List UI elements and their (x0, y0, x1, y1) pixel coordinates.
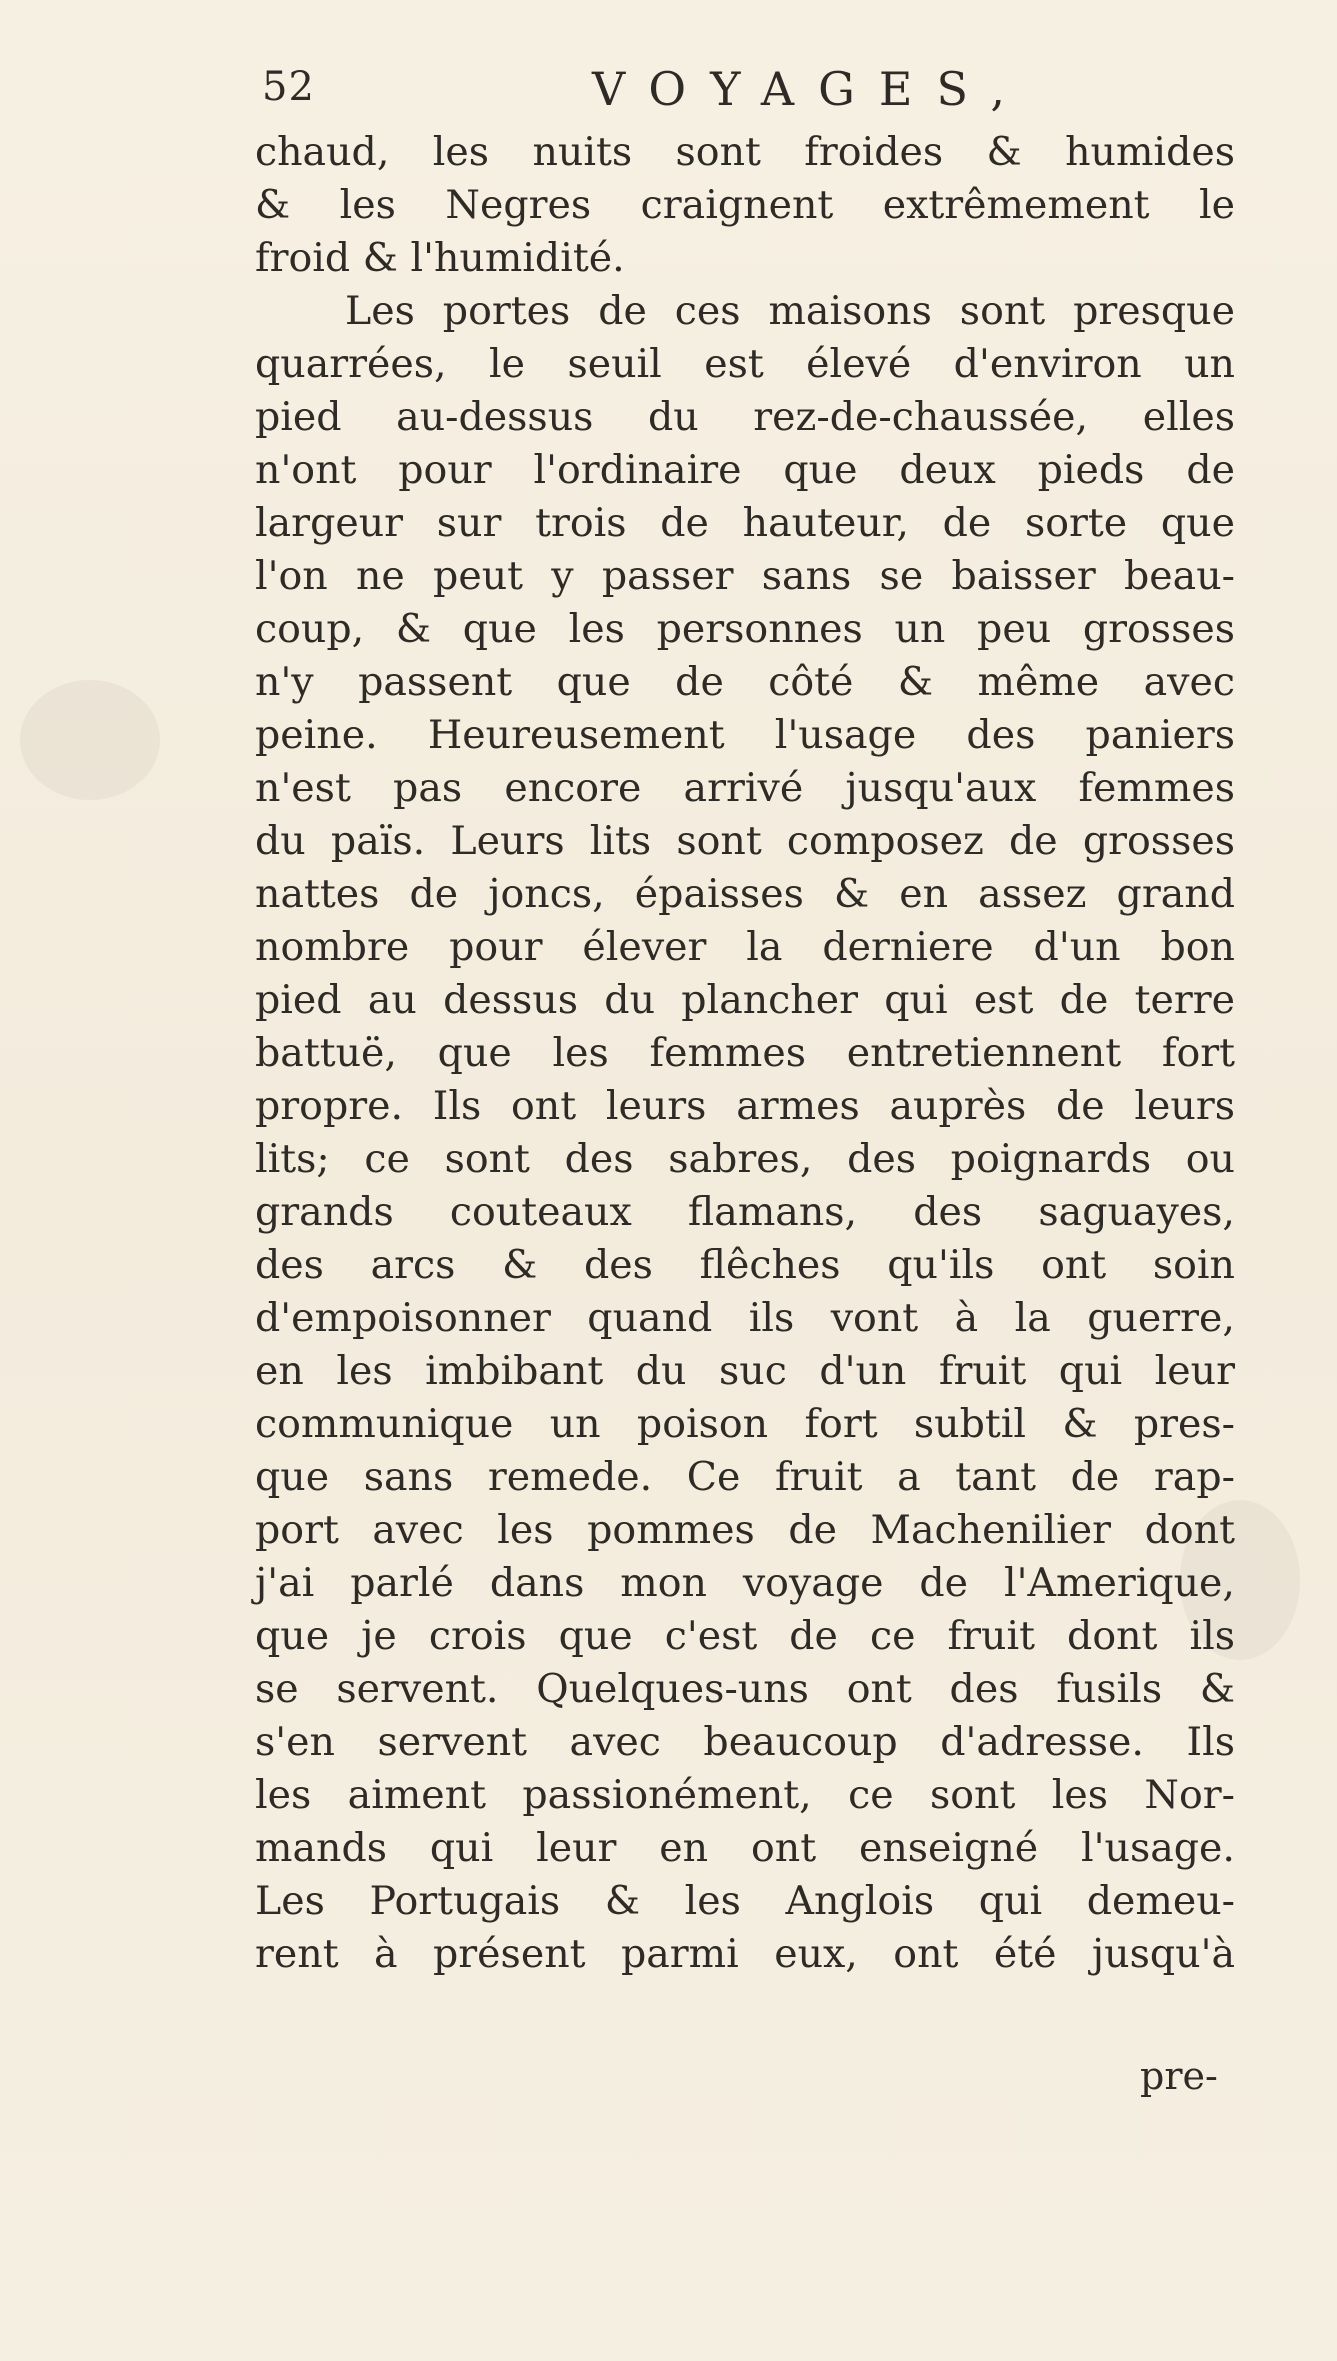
paper-stain (20, 680, 160, 800)
text-line: & les Negres craignent extrêmement le (255, 182, 1235, 228)
text-line: en les imbibant du suc d'un fruit qui leur (255, 1348, 1235, 1394)
text-line: pied au-dessus du rez-de-chaussée, elles (255, 394, 1235, 440)
text-line: largeur sur trois de hauteur, de sorte que (255, 500, 1235, 546)
text-line: du païs. Leurs lits sont composez de grosses (255, 818, 1235, 864)
text-line: chaud, les nuits sont froides & humides (255, 129, 1235, 175)
text-line: des arcs & des flêches qu'ils ont soin (255, 1242, 1235, 1288)
text-line: s'en servent avec beaucoup d'adresse. Ils (255, 1719, 1235, 1765)
text-line: coup, & que les personnes un peu grosses (255, 606, 1235, 652)
text-line: n'est pas encore arrivé jusqu'aux femmes (255, 765, 1235, 811)
text-line: Les portes de ces maisons sont presque (345, 288, 1235, 334)
text-line: froid & l'humidité. (255, 235, 625, 281)
text-line: n'y passent que de côté & même avec (255, 659, 1235, 705)
text-line: que je crois que c'est de ce fruit dont ils (255, 1613, 1235, 1659)
text-line: port avec les pommes de Machenilier dont (255, 1507, 1235, 1553)
text-line: l'on ne peut y passer sans se baisser beau- (255, 553, 1235, 599)
text-line: communique un poison fort subtil & pres- (255, 1401, 1235, 1447)
text-line: pied au dessus du plancher qui est de terre (255, 977, 1235, 1023)
text-line: j'ai parlé dans mon voyage de l'Amerique, (255, 1560, 1235, 1606)
text-line: Les Portugais & les Anglois qui demeu- (255, 1878, 1235, 1924)
text-line: propre. Ils ont leurs armes auprès de leurs (255, 1083, 1235, 1129)
text-line: que sans remede. Ce fruit a tant de rap- (255, 1454, 1235, 1500)
text-line: nombre pour élever la derniere d'un bon (255, 924, 1235, 970)
text-line: quarrées, le seuil est élevé d'environ un (255, 341, 1235, 387)
running-head: VOYAGES, (592, 62, 1029, 116)
text-line: les aiment passionément, ce sont les Nor- (255, 1772, 1235, 1818)
catchword: pre- (1140, 2054, 1218, 2098)
page-number: 52 (262, 64, 315, 110)
text-line: se servent. Quelques-uns ont des fusils & (255, 1666, 1235, 1712)
text-line: d'empoisonner quand ils vont à la guerre, (255, 1295, 1235, 1341)
text-line: battuë, que les femmes entretiennent fort (255, 1030, 1235, 1076)
text-line: peine. Heureusement l'usage des paniers (255, 712, 1235, 758)
text-line: n'ont pour l'ordinaire que deux pieds de (255, 447, 1235, 493)
page-header (0, 58, 1337, 122)
text-line: mands qui leur en ont enseigné l'usage. (255, 1825, 1235, 1871)
text-line: nattes de joncs, épaisses & en assez grand (255, 871, 1235, 917)
text-line: grands couteaux flamans, des saguayes, (255, 1189, 1235, 1235)
text-line: lits; ce sont des sabres, des poignards ou (255, 1136, 1235, 1182)
text-line: rent à présent parmi eux, ont été jusqu'à (255, 1931, 1235, 1977)
